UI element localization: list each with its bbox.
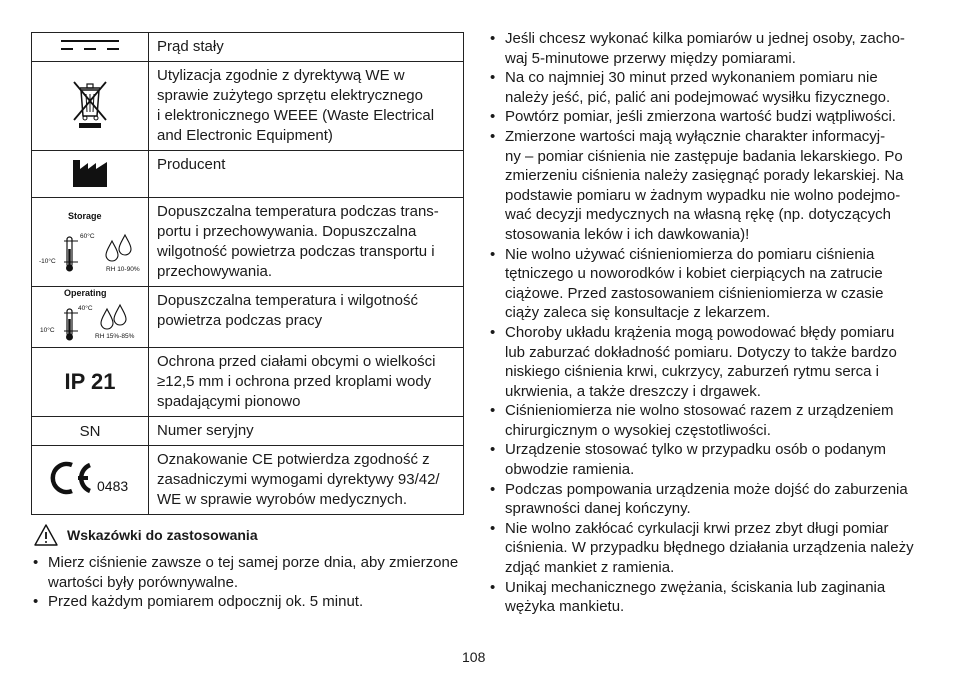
bullet-line: Jeśli chcesz wykonać kilka pomiarów u jednej osoby, zacho- <box>505 30 905 47</box>
bullet-item <box>490 68 930 107</box>
ce-notified-body-number: 0483 <box>97 478 129 494</box>
description-line: and Electronic Equipment) <box>157 127 333 144</box>
description-line: Prąd stały <box>157 38 224 55</box>
bullet-item <box>33 553 473 592</box>
bullet-item <box>490 29 930 68</box>
description-line: powietrza podczas pracy <box>157 312 323 329</box>
operating-title: Operating <box>64 288 107 298</box>
bullet-line: ny – pomiar ciśnienia nie zastępuje badania lekarskiego. Po <box>505 147 903 165</box>
bullet-dot: • <box>490 108 496 126</box>
bullet-item <box>490 107 930 127</box>
symbol-description <box>149 33 464 62</box>
bullet-line: Nie wolno używać ciśnieniomierza do pomiaru ciśnienia <box>505 245 875 263</box>
storage-min-temp: -10°C <box>39 258 56 265</box>
symbol-row-serial-number <box>32 417 464 446</box>
bullet-dot: • <box>490 578 496 596</box>
operating-min-temp: 10°C <box>40 327 55 334</box>
warning-triangle-icon <box>33 523 59 547</box>
bullet-line: wartości były porównywalne. <box>48 573 239 591</box>
description-line: przechowywania. <box>157 263 273 280</box>
description-line: Dopuszczalna temperatura i wilgotność <box>157 292 418 309</box>
symbol-row-ip-rating <box>32 348 464 417</box>
bullet-line: Mierz ciśnienie zawsze o tej samej porze dnia, aby zmierzone <box>48 554 459 571</box>
bullet-line: Urządzenie stosować tylko w przypadku osób o podanym <box>505 441 887 459</box>
description-line: Oznakowanie CE potwierdza zgodność z <box>157 451 430 468</box>
bullet-line: tętniczego u noworodków i kobiet cierpiących na zatrucie <box>505 265 883 283</box>
symbol-row-weee <box>32 62 464 151</box>
storage-max-temp: 60°C <box>80 233 95 240</box>
symbol-cell <box>32 33 149 62</box>
ip-rating-icon: IP 21 <box>64 369 116 394</box>
ce-mark-icon <box>42 458 138 498</box>
symbol-description <box>149 151 464 198</box>
symbol-description <box>149 417 464 446</box>
storage-title: Storage <box>68 211 102 221</box>
symbol-cell <box>32 287 149 348</box>
bullet-item <box>490 578 930 617</box>
description-line: i elektronicznego WEEE (Waste Electrical <box>157 107 435 124</box>
symbol-row-direct-current <box>32 33 464 62</box>
bullet-line: należy jeść, pić, palić ani podejmować wysiłku fizycznego. <box>505 88 891 106</box>
bullet-dot: • <box>490 441 496 459</box>
bullet-dot: • <box>490 127 496 145</box>
bullet-dot: • <box>490 30 496 47</box>
symbol-row-storage <box>32 198 464 287</box>
bullet-item <box>490 440 930 479</box>
symbol-row-ce-mark <box>32 446 464 515</box>
bullet-dot: • <box>490 245 496 263</box>
description-line: zasadniczymi wymogami dyrektywy 93/42/ <box>157 471 440 488</box>
symbol-description <box>149 62 464 151</box>
symbol-description <box>149 348 464 417</box>
left-bullet-list <box>33 553 473 612</box>
bullet-line: ciąży zaleca się konsultacje z lekarzem. <box>505 304 771 322</box>
serial-number-icon: SN <box>79 422 101 440</box>
description-line: Producent <box>157 156 226 173</box>
bullet-line: Nie wolno zakłócać cyrkulacji krwi przez zbyt długi pomiar <box>505 519 889 537</box>
bullet-item <box>490 245 930 323</box>
description-line: ≥12,5 mm i ochrona przed kroplami wody <box>157 373 432 390</box>
description-line: Ochrona przed ciałami obcymi o wielkości <box>157 353 436 370</box>
bullet-item <box>490 323 930 401</box>
symbol-cell <box>32 348 149 417</box>
bullet-line: chirurgicznym o wysokiej częstotliwości. <box>505 421 771 439</box>
symbol-cell <box>32 151 149 198</box>
bullet-line: niskiego ciśnienia krwi, cukrzycy, zaburzeń rytmu serca i <box>505 363 880 381</box>
storage-conditions-icon <box>34 205 146 275</box>
storage-humidity: RH 10-90% <box>106 266 140 273</box>
bullet-line: Powtórz pomiar, jeśli zmierzona wartość budzi wątpliwości. <box>505 108 896 126</box>
bullet-line: zmierzeniu ciśnienia należy zasięgnąć porady lekarskiej. Na <box>505 167 904 185</box>
operating-humidity: RH 15%-85% <box>95 333 135 340</box>
symbol-description <box>149 287 464 348</box>
description-line: portu i przechowywania. Dopuszczalna <box>157 223 417 240</box>
bullet-line: Ciśnieniomierza nie wolno stosować razem z urządzeniem <box>505 402 894 420</box>
operating-max-temp: 40°C <box>78 305 93 312</box>
bullet-item <box>33 592 473 612</box>
description-line: sprawie zużytego sprzętu elektrycznego <box>157 87 423 104</box>
page-number: 108 <box>462 649 486 665</box>
bullet-line: Na co najmniej 30 minut przed wykonaniem pomiaru nie <box>505 69 878 87</box>
bullet-item <box>490 401 930 440</box>
bullet-line: stosowania leków i ich dawkowania)! <box>505 225 750 243</box>
weee-bin-icon <box>68 78 112 130</box>
bullet-dot: • <box>490 69 496 87</box>
bullet-line: podstawie pomiaru w żadnym wypadku nie wolno podejmo- <box>505 186 901 204</box>
symbol-row-operating <box>32 287 464 348</box>
symbol-cell <box>32 446 149 515</box>
symbol-row-manufacturer <box>32 151 464 198</box>
bullet-dot: • <box>490 480 496 498</box>
bullet-dot: • <box>490 323 496 341</box>
bullet-line: obwodzie ramienia. <box>505 461 635 479</box>
bullet-item <box>490 127 930 245</box>
description-line: spadającymi pionowo <box>157 393 301 410</box>
symbol-table <box>31 32 464 515</box>
bullet-line: wać decyzji medycznych na własną rękę (np. dotyczących <box>505 206 892 224</box>
bullet-item <box>490 480 930 519</box>
description-line: Numer seryjny <box>157 422 254 439</box>
symbol-cell <box>32 198 149 287</box>
right-bullet-list <box>490 29 930 617</box>
bullet-dot: • <box>33 593 39 611</box>
bullet-line: Podczas pompowania urządzenia może dojść do zaburzenia <box>505 480 908 498</box>
warnings-heading <box>33 522 258 548</box>
symbol-cell <box>32 62 149 151</box>
bullet-dot: • <box>490 519 496 537</box>
bullet-dot: • <box>33 554 39 571</box>
description-line: WE w sprawie wyrobów medycznych. <box>157 491 408 508</box>
bullet-line: sprawności danej kończyny. <box>505 500 691 518</box>
description-line: Dopuszczalna temperatura podczas trans- <box>157 203 439 220</box>
bullet-line: waj 5-minutowe przerwy między pomiarami. <box>505 49 796 67</box>
warnings-heading-label: Wskazówki do zastosowania <box>67 527 258 543</box>
bullet-line: Choroby układu krążenia mogą powodować błędy pomiaru <box>505 323 895 341</box>
bullet-line: ukrwienia, a także dreszczy i drgawek. <box>505 382 761 400</box>
description-line: wilgotność powietrza podczas transportu i <box>157 243 435 260</box>
bullet-line: ciążowe. Przed zastosowaniem ciśnieniomierza w czasie <box>505 284 884 302</box>
bullet-line: wężyka mankietu. <box>505 598 625 616</box>
direct-current-icon <box>59 38 121 52</box>
symbol-description <box>149 446 464 515</box>
operating-conditions-icon <box>34 287 146 343</box>
description-line: Utylizacja zgodnie z dyrektywą WE w <box>157 67 405 84</box>
bullet-line: Zmierzone wartości mają wyłącznie charakter informacyj- <box>505 127 886 145</box>
bullet-dot: • <box>490 402 496 420</box>
bullet-line: Unikaj mechanicznego zwężania, ściskania lub zaginania <box>505 578 886 596</box>
symbol-description <box>149 198 464 287</box>
bullet-line: Przed każdym pomiarem odpocznij ok. 5 minut. <box>48 593 364 611</box>
bullet-line: ciśnienia. W przypadku błędnego działania urządzenia należy <box>505 539 914 557</box>
bullet-item <box>490 519 930 578</box>
bullet-line: lub zaburzać dokładność pomiaru. Dotyczy to także bardzo <box>505 343 897 361</box>
symbol-cell <box>32 417 149 446</box>
manufacturer-icon <box>71 156 109 188</box>
bullet-line: zdjąć mankiet z ramienia. <box>505 559 675 577</box>
